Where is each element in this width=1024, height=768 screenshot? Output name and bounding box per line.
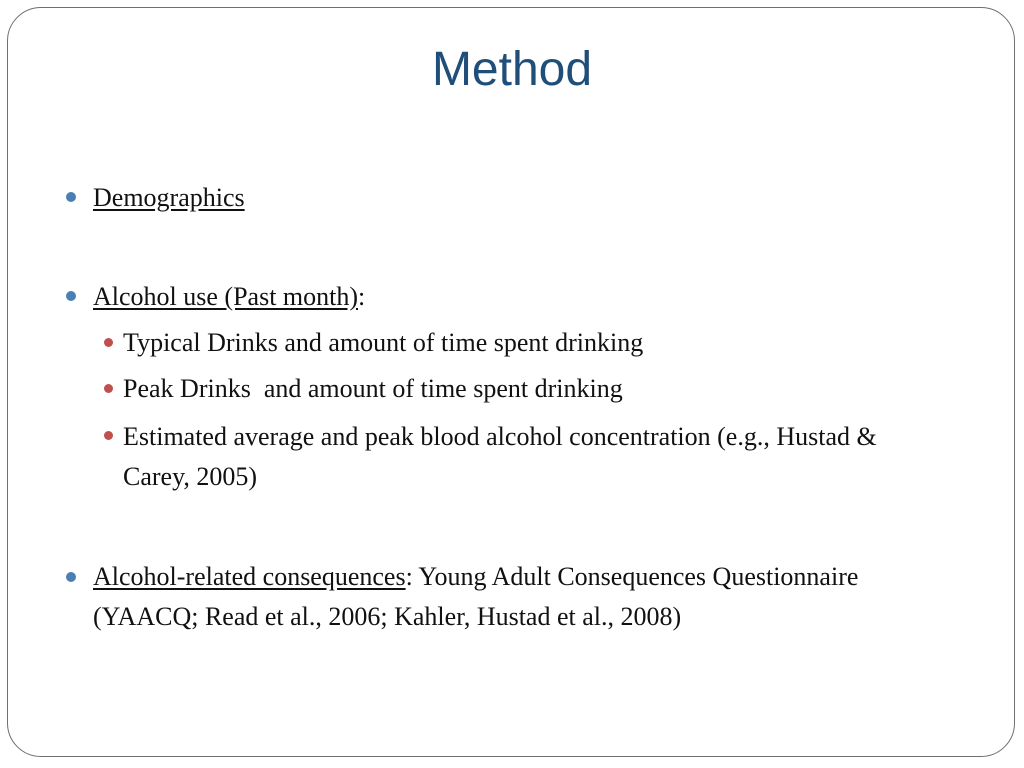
bullet-dot [104, 384, 113, 393]
list-item-demographics [93, 178, 933, 218]
item-label: Alcohol-related consequences [93, 562, 406, 591]
bullet-dot [66, 192, 76, 202]
bullet-dot [66, 572, 76, 582]
bullet-dot [104, 431, 113, 440]
bullet-dot [66, 291, 76, 301]
slide-title: Method [431, 43, 593, 96]
sub-item-peak-drinks: Peak Drinks and amount of time spent drinking [123, 374, 623, 403]
item-label: Alcohol use (Past month) [93, 282, 359, 311]
bullet-dot [104, 338, 113, 347]
list-item-alcohol-consequences [93, 557, 913, 637]
sub-item-estimated-bac: Estimated average and peak blood alcohol concentration (e.g., Hustad & Carey, 2005) [123, 422, 877, 491]
item-rest: : Young Adult Consequences Questionnaire (YAACQ; Read et al., 2006; Kahler, Hustad et al., 2008) [93, 562, 859, 631]
item-rest: : [358, 282, 366, 311]
list-item-alcohol-use [93, 277, 933, 317]
sub-item-typical-drinks: Typical Drinks and amount of time spent drinking [123, 328, 644, 357]
item-label: Demographics [93, 183, 245, 212]
